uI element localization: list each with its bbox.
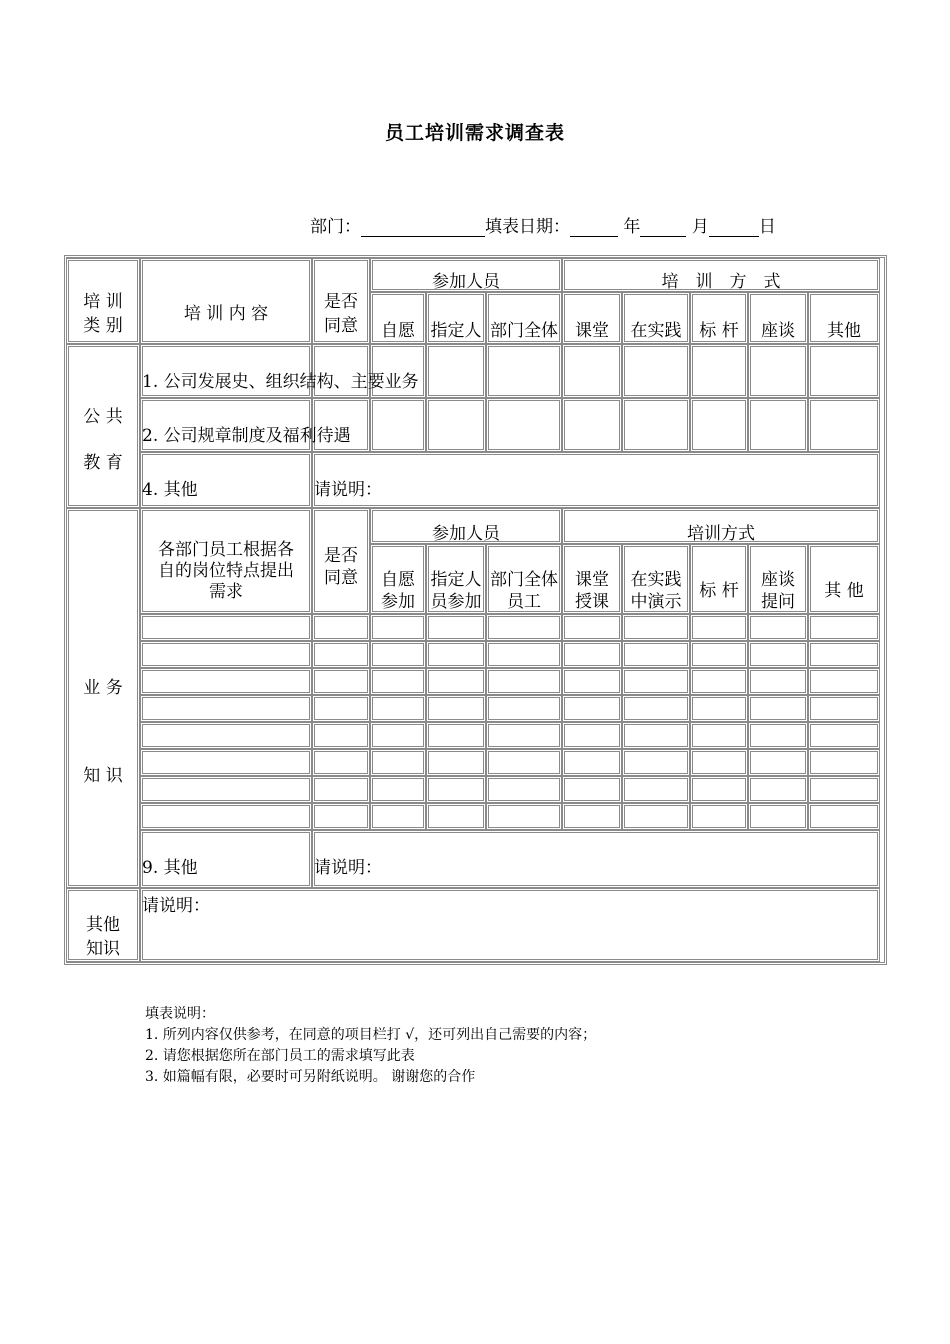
checkbox-cell[interactable] [370, 722, 426, 749]
other-category-label-line: 知识 [86, 939, 120, 959]
checkbox-cell[interactable] [426, 749, 486, 776]
sub-header-label: 部门全体 [490, 321, 558, 341]
checkbox-cell[interactable] [562, 641, 622, 668]
checkbox-cell[interactable] [370, 668, 426, 695]
checkbox-cell[interactable] [486, 749, 562, 776]
content-input-cell[interactable] [140, 776, 312, 803]
checkbox-cell[interactable] [370, 614, 426, 641]
sub-header-label-line: 授课 [575, 592, 609, 612]
sub-header-label-line: 员工 [507, 592, 541, 612]
sub-header-label: 课堂 [575, 321, 609, 341]
public-category-label-line: 教 育 [83, 453, 123, 473]
other-category-label [66, 913, 140, 961]
sub-header-label [562, 569, 622, 613]
sub-header-label-line: 自愿 [381, 570, 415, 590]
public-category-label [66, 394, 140, 486]
sub-header-cell [808, 544, 880, 614]
participants-group-label: 参加人员 [432, 272, 500, 292]
sub-header-label [748, 569, 808, 613]
checkbox-cell[interactable] [622, 344, 690, 398]
public-item-1: 1. 公司发展史、组织结构、主要业务 [142, 372, 419, 392]
checkbox-cell[interactable] [748, 803, 808, 830]
checkbox-cell[interactable] [808, 749, 880, 776]
checkbox-cell[interactable] [562, 614, 622, 641]
content-input-cell[interactable] [140, 668, 312, 695]
participants-group-label: 参加人员 [432, 524, 500, 544]
sub-header-label-line: 员参加 [430, 592, 482, 612]
agree-cell[interactable] [312, 641, 370, 668]
sub-header-label-line: 提问 [761, 592, 795, 612]
public-item-2: 2. 公司规章制度及福利待遇 [142, 426, 351, 446]
sub-header-label: 标 杆 [699, 321, 739, 341]
method-group-label: 培训方式 [687, 524, 755, 544]
checkbox-cell[interactable] [748, 722, 808, 749]
fill-notes [145, 1004, 596, 1088]
business-desc-line: 需求 [209, 582, 243, 602]
note-item: 3. 如篇幅有限，必要时可另附纸说明。 谢谢您的合作 [145, 1069, 476, 1085]
year-label: 年 [623, 217, 641, 237]
public-category-label-line: 公 共 [83, 407, 123, 427]
content-input-cell[interactable] [140, 722, 312, 749]
checkbox-cell[interactable] [562, 344, 622, 398]
dept-label: 部门： [310, 217, 361, 237]
checkbox-cell[interactable] [690, 614, 748, 641]
sub-header-label-line: 中演示 [630, 592, 682, 612]
date-label: 填表日期： [485, 217, 570, 237]
checkbox-cell[interactable] [690, 749, 748, 776]
checkbox-cell[interactable] [808, 776, 880, 803]
checkbox-cell[interactable] [748, 641, 808, 668]
business-other-label: 9. 其他 [142, 858, 198, 878]
other-explain-label: 请说明： [142, 896, 210, 916]
checkbox-cell[interactable] [426, 614, 486, 641]
agree-header-line: 是否 [324, 292, 358, 312]
checkbox-cell[interactable] [486, 803, 562, 830]
checkbox-cell[interactable] [370, 776, 426, 803]
agree-cell[interactable] [312, 803, 370, 830]
checkbox-cell[interactable] [562, 749, 622, 776]
checkbox-cell[interactable] [622, 722, 690, 749]
other-category-label-line: 其他 [86, 915, 120, 935]
year-input[interactable] [570, 218, 618, 237]
sub-header-label-line: 标 杆 [699, 581, 739, 601]
checkbox-cell[interactable] [426, 668, 486, 695]
checkbox-cell[interactable] [486, 776, 562, 803]
checkbox-cell[interactable] [370, 695, 426, 722]
sub-header-label-line: 座谈 [761, 570, 795, 590]
content-header: 培 训 内 容 [183, 304, 269, 324]
checkbox-cell[interactable] [622, 776, 690, 803]
checkbox-cell[interactable] [690, 722, 748, 749]
agree-header [312, 290, 370, 338]
header-fields [310, 212, 776, 237]
note-item: 2. 请您根据您所在部门员工的需求填写此表 [145, 1048, 415, 1064]
content-input-cell[interactable] [140, 749, 312, 776]
checkbox-cell[interactable] [748, 695, 808, 722]
checkbox-cell[interactable] [426, 722, 486, 749]
checkbox-cell[interactable] [808, 614, 880, 641]
agree-cell[interactable] [312, 614, 370, 641]
checkbox-cell[interactable] [486, 668, 562, 695]
method-group-label: 培 训 方 式 [661, 272, 781, 292]
checkbox-cell[interactable] [370, 398, 426, 452]
content-header-cell [140, 258, 312, 344]
checkbox-cell[interactable] [690, 695, 748, 722]
checkbox-cell[interactable] [622, 803, 690, 830]
checkbox-cell[interactable] [690, 803, 748, 830]
checkbox-cell[interactable] [426, 344, 486, 398]
sub-header-label: 指定人 [430, 321, 482, 341]
checkbox-cell[interactable] [622, 749, 690, 776]
checkbox-cell[interactable] [486, 641, 562, 668]
business-desc-line: 各部门员工根据各 [158, 540, 294, 560]
checkbox-cell[interactable] [748, 668, 808, 695]
checkbox-cell[interactable] [690, 668, 748, 695]
checkbox-cell[interactable] [690, 398, 748, 452]
agree-cell[interactable] [312, 722, 370, 749]
checkbox-cell[interactable] [486, 722, 562, 749]
checkbox-cell[interactable] [562, 668, 622, 695]
checkbox-cell[interactable] [748, 749, 808, 776]
dept-input[interactable] [361, 218, 485, 237]
checkbox-cell[interactable] [486, 695, 562, 722]
agree-header-line: 同意 [324, 568, 358, 588]
checkbox-cell[interactable] [562, 722, 622, 749]
checkbox-cell[interactable] [808, 803, 880, 830]
agree-header [312, 545, 370, 589]
public-other-label: 4. 其他 [142, 480, 198, 500]
checkbox-cell[interactable] [808, 641, 880, 668]
checkbox-cell[interactable] [370, 749, 426, 776]
notes-heading: 填表说明： [145, 1006, 215, 1022]
category-header-line: 类 别 [83, 316, 123, 336]
checkbox-cell[interactable] [426, 641, 486, 668]
checkbox-cell[interactable] [622, 641, 690, 668]
sub-header-label: 其他 [827, 321, 861, 341]
sub-header-label [486, 569, 562, 613]
business-category-label-line: 业 务 [83, 678, 123, 698]
page-title: 员工培训需求调查表 [384, 122, 565, 144]
checkbox-cell[interactable] [690, 344, 748, 398]
content-input-cell[interactable] [140, 614, 312, 641]
checkbox-cell[interactable] [562, 695, 622, 722]
checkbox-cell[interactable] [748, 614, 808, 641]
day-input[interactable] [709, 218, 759, 237]
checkbox-cell[interactable] [748, 776, 808, 803]
sub-header-label: 自愿 [381, 321, 415, 341]
checkbox-cell[interactable] [370, 803, 426, 830]
category-header [66, 290, 140, 338]
agree-header-line: 是否 [324, 546, 358, 566]
checkbox-cell[interactable] [562, 398, 622, 452]
survey-table [64, 255, 887, 965]
sub-header-label [690, 580, 748, 602]
agree-cell[interactable] [312, 749, 370, 776]
checkbox-cell[interactable] [808, 695, 880, 722]
checkbox-cell[interactable] [562, 803, 622, 830]
sub-header-label-line: 指定人 [430, 570, 482, 590]
checkbox-cell[interactable] [622, 668, 690, 695]
business-desc [140, 540, 312, 603]
checkbox-cell[interactable] [562, 776, 622, 803]
category-header-line: 培 训 [83, 292, 123, 312]
checkbox-cell[interactable] [808, 668, 880, 695]
checkbox-cell[interactable] [690, 776, 748, 803]
checkbox-cell[interactable] [426, 803, 486, 830]
checkbox-cell[interactable] [622, 614, 690, 641]
agree-cell[interactable] [312, 695, 370, 722]
checkbox-cell[interactable] [808, 398, 880, 452]
checkbox-cell[interactable] [808, 722, 880, 749]
business-category-label [66, 644, 140, 820]
checkbox-cell[interactable] [426, 695, 486, 722]
sub-header-label: 座谈 [761, 321, 795, 341]
business-desc-line: 自的岗位特点提出 [158, 561, 294, 581]
month-label: 月 [691, 217, 709, 237]
checkbox-cell[interactable] [486, 614, 562, 641]
checkbox-cell[interactable] [622, 398, 690, 452]
checkbox-cell[interactable] [370, 641, 426, 668]
note-item: 1. 所列内容仅供参考，在同意的项目栏打 √，还可列出自己需要的内容； [145, 1027, 597, 1043]
content-input-cell[interactable] [140, 803, 312, 830]
checkbox-cell[interactable] [622, 695, 690, 722]
checkbox-cell[interactable] [486, 344, 562, 398]
checkbox-cell[interactable] [808, 344, 880, 398]
sub-header-label [808, 580, 880, 602]
sub-header-label [426, 569, 486, 613]
checkbox-cell[interactable] [748, 398, 808, 452]
business-explain-label: 请说明： [314, 858, 382, 878]
sub-header-label-line: 课堂 [575, 570, 609, 590]
business-category-label-line: 知 识 [83, 766, 123, 786]
sub-header-label: 在实践 [630, 321, 682, 341]
sub-header-label-line: 参加 [381, 592, 415, 612]
public-explain-label: 请说明： [314, 480, 382, 500]
checkbox-cell[interactable] [486, 398, 562, 452]
sub-header-label-line: 部门全体 [490, 570, 558, 590]
sub-header-label [370, 569, 426, 613]
sub-header-label-line: 其 他 [824, 581, 864, 601]
sub-header-label-line: 在实践 [630, 570, 682, 590]
agree-cell[interactable] [312, 776, 370, 803]
checkbox-cell[interactable] [748, 344, 808, 398]
content-input-cell[interactable] [140, 641, 312, 668]
month-input[interactable] [640, 218, 686, 237]
content-input-cell[interactable] [140, 695, 312, 722]
agree-cell[interactable] [312, 668, 370, 695]
day-label: 日 [758, 217, 776, 237]
agree-header-line: 同意 [324, 316, 358, 336]
checkbox-cell[interactable] [426, 776, 486, 803]
sub-header-cell [690, 544, 748, 614]
checkbox-cell[interactable] [426, 398, 486, 452]
sub-header-label [622, 569, 690, 613]
checkbox-cell[interactable] [690, 641, 748, 668]
